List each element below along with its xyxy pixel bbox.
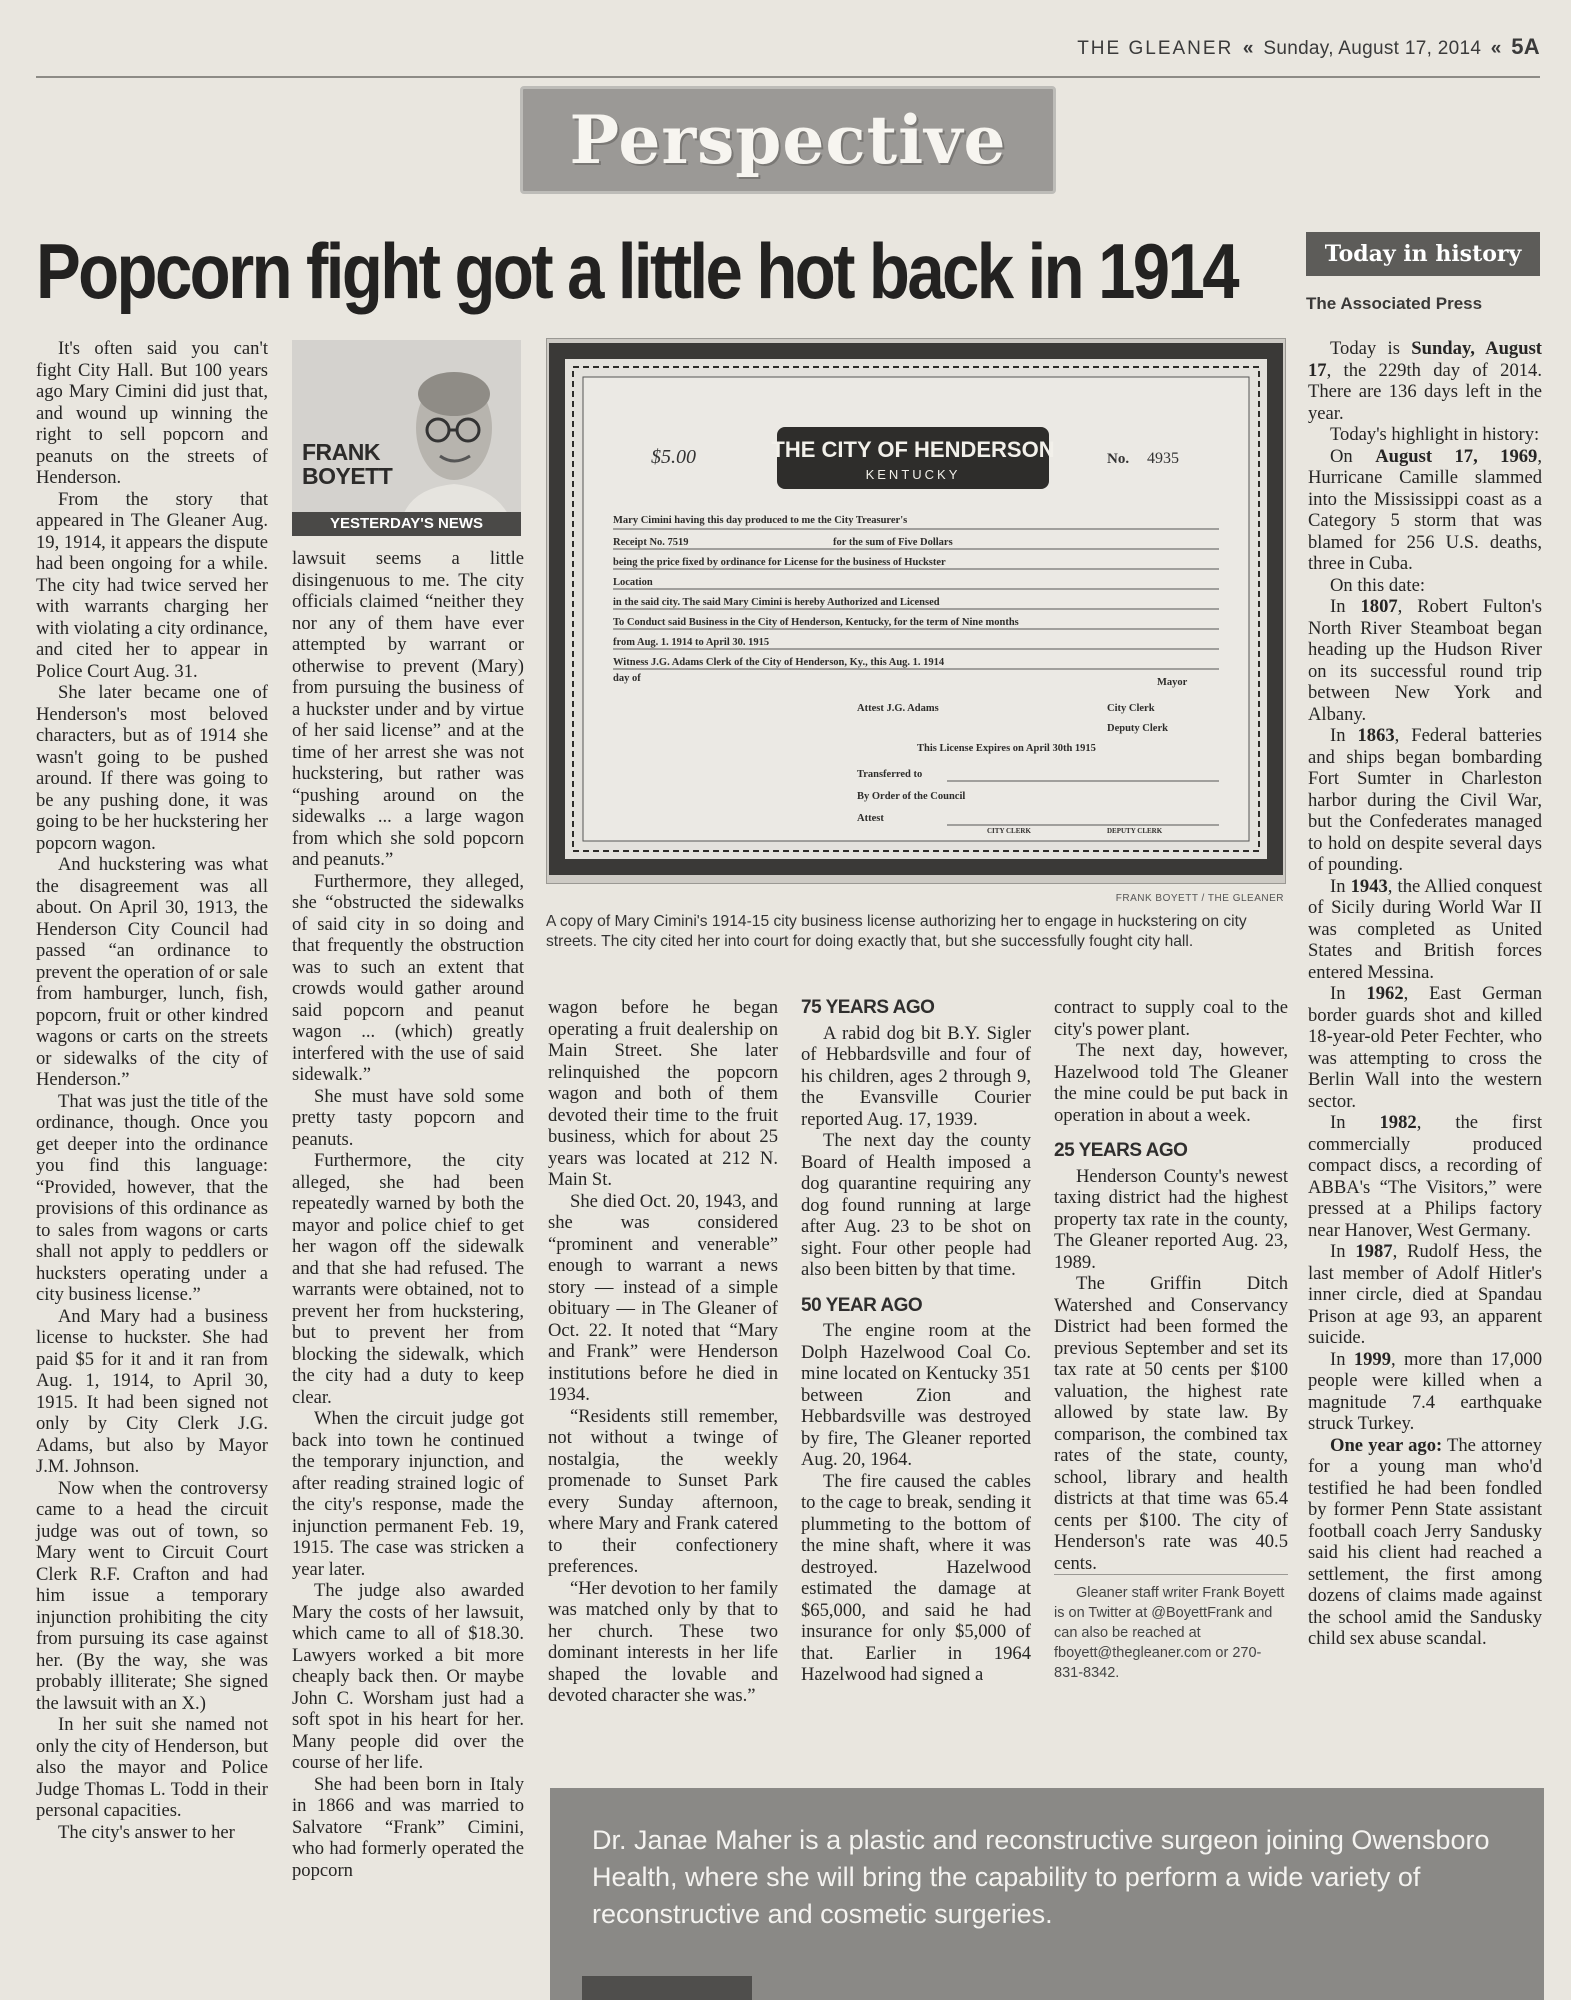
article-column-4 [801,997,1031,1686]
paragraph: The engine room at the Dolph Hazelwood Coal Co. mine located on Kentucky 351 between Zion and Hebbardsville was destroyed by fire, The Gleaner reported Aug. 20, 1964. [801,1320,1031,1470]
publication-name: THE GLEANER [1077,38,1234,59]
ad-tab [582,1976,752,2000]
paragraph: The judge also awarded Mary the costs of her lawsuit, which came to all of $18.30. Lawyers worked a bit more cheaply back then. Or maybe John C. Worsham just had a soft spot in his heart for her. Many people did over the course of her life. [292,1580,524,1773]
license-line: To Conduct said Business in the City of Henderson, Kentucky, for the term of Nine months [613,617,1019,628]
paragraph: In her suit she named not only the city of Henderson, but also the mayor and Police Judge Thomas L. Todd in their personal capacities. [36,1714,268,1821]
headline: Popcorn fight got a little hot back in 1914 [36,227,1237,315]
photo-caption: A copy of Mary Cimini's 1914-15 city business license authorizing her to engage in huckstering on city streets. The city cited her into court for doing exactly that, but she successfully fought city hall. [546,913,1247,950]
history-item: On this date: [1330,574,1426,596]
license-number-label: No. [1107,451,1130,467]
paragraph: The city's answer to her [58,1821,235,1843]
paragraph: She later became one of Henderson's most beloved characters, but as of 1914 she wasn't going to be pushed around. If there was going to be any pushing done, it was going to be her huckstering her popcorn wagon. [36,682,268,854]
license-line: Attest J.G. Adams [857,703,939,714]
page-header [36,34,1540,60]
license-state: KENTUCKY [865,467,961,482]
license-line: in the said city. The said Mary Cimini is hereby Authorized and Licensed [613,597,940,608]
paragraph: Furthermore, they alleged, she “obstructed the sidewalks of said city in so doing and that frequently the obstruction was to such an extent that crowds would gather around said popcorn and peanut wagon ... (which) greatly interfered with the use of said sidewalk.” [292,870,524,1085]
license-line: By Order of the Council [857,791,966,802]
history-item: In 1807, Robert Fulton's North River Steamboat began heading up the Hudson River on its successful round trip between New York and Albany. [1308,596,1543,725]
today-in-history-source: The Associated Press [1306,294,1483,313]
history-item: Today's highlight in history: [1330,424,1540,445]
license-line: day of [613,673,641,684]
license-line: Attest [857,813,884,824]
paragraph: contract to supply coal to the city's power plant. [1054,997,1288,1040]
license-line: City Clerk [1107,703,1155,714]
license-line: Transferred to [857,769,923,780]
subhead-75-years: 75 YEARS AGO [801,997,935,1018]
ad-text: Dr. Janae Maher is a plastic and reconstructive surgeon joining Owensboro Health, where she will bring the capability to perform a wide variety of reconstructive and cosmetic surgeries. [592,1825,1490,1929]
paragraph: When the circuit judge got back into town he continued the temporary injunction, and after reading strained logic of the city's response, made the injunction permanent Feb. 19, 1915. The case was stricken a year later. [292,1408,524,1580]
license-line: Location [613,577,653,588]
issue-date: Sunday, August 17, 2014 [1263,38,1482,59]
article-column-2 [292,548,524,1881]
paragraph: A rabid dog bit B.Y. Sigler of Hebbardsville and four of his children, ages 2 through 9, the Evansville Courier reported Aug. 17, 1939. [801,1022,1031,1130]
advertisement[interactable] [550,1788,1544,2000]
business-license-image [547,339,1285,883]
section-flag [520,86,1056,194]
license-line: from Aug. 1. 1914 to April 30. 1915 [613,637,770,648]
license-city: THE CITY OF HENDERSON [771,437,1055,462]
column-name: YESTERDAY'S NEWS [292,512,521,536]
paragraph: wagon before he began operating a fruit dealership on Main Street. She later relinquished the popcorn wagon and both of them devoted their time to the fruit business, which for about 25 years was located at 212 N. Main St. [548,997,778,1190]
history-item: In 1943, the Allied conquest of Sicily during World War II was completed as United States and British forces entered Messina. [1308,875,1542,983]
history-item: Today is Sunday, August 17, the 229th day of 2014. There are 136 days left in the year. [1308,338,1542,424]
license-line: being the price fixed by ordinance for License for the business of Huckster [613,557,946,568]
paragraph: The next day, however, Hazelwood told The Gleaner the mine could be put back in operation in about a week. [1054,1040,1288,1126]
section-title: Perspective [569,101,1007,179]
paragraph: “Residents still remember, not without a twinge of nostalgia, the weekly promenade to Sunset Park every Sunday afternoon, where Mary and Frank catered to their confectionery preferences. [548,1405,778,1577]
header-separator-2: « [1490,38,1502,59]
page-number: 5A [1511,34,1540,59]
article-column-5 [1054,997,1288,1683]
license-number: 4935 [1147,450,1179,467]
license-line: Mary Cimini having this day produced to me the City Treasurer's [613,515,908,526]
today-in-history-column [1308,338,1542,1650]
history-item: In 1999, more than 17,000 people were killed when a magnitude 7.4 earthquake struck Turkey. [1308,1348,1542,1434]
photo-credit: FRANK BOYETT / THE GLEANER [1115,893,1284,904]
history-item: In 1962, East German border guards shot and killed 18-year-old Peter Fechter, who was attempting to cross the Berlin Wall into the western sector. [1308,983,1543,1112]
columnist-name: FRANK BOYETT [302,439,393,489]
subhead-25-years: 25 YEARS AGO [1054,1140,1188,1161]
paragraph: The next day the county Board of Health imposed a dog quarantine requiring any dog found running at large after Aug. 23 to be shot on sight. Four other people had also been bitten by that time. [801,1130,1031,1280]
license-line: DEPUTY CLERK [1107,827,1163,835]
paragraph: lawsuit seems a little disingenuous to me. The city officials claimed “neither they nor any of them have ever attempted by warrant or otherwise to prevent (Mary) from pursuing the business of a huckster under and by virtue of her said license” and at the time of her arrest she was not huckstering, but rather was “pushing around on the sidewalks ... a large wagon from which she sold popcorn and peanuts.” [292,548,524,870]
today-in-history-title: Today in history [1306,232,1540,276]
history-item: In 1987, Rudolf Hess, the last member of Adolf Hitler's inner circle, died at Spandau Prison at age 93, an apparent suicide. [1308,1241,1543,1348]
header-separator: « [1242,38,1254,59]
license-line: Witness J.G. Adams Clerk of the City of Henderson, Ky., this Aug. 1. 1914 [613,657,945,668]
paragraph: The fire caused the cables to the cage to break, sending it plummeting to the bottom of the mine shaft, where it was destroyed. Hazelwood estimated the damage at $65,000, and said he had insurance for only $5,000 of that. Earlier in 1964 Hazelwood had signed a [801,1470,1031,1685]
paragraph: Henderson County's newest taxing district had the highest property tax rate in the county, The Gleaner reported Aug. 23, 1989. [1054,1165,1288,1273]
article-column-3 [548,997,778,1707]
header-rule [36,76,1540,78]
paragraph: From the story that appeared in The Gleaner Aug. 19, 1914, it appears the dispute had been ongoing for a while. The city had twice served her with warrants charging her with violating a city ordinance, and cited her to appear in Police Court Aug. 31. [36,488,268,682]
paragraph: That was just the title of the ordinance, though. Once you get deeper into the ordinance you find this language: “Provided, however, that the provisions of this ordinance as to sales from wagons or carts shall not apply to peddlers or hucksters operating under a city business license.” [36,1090,268,1305]
history-item: On August 17, 1969, Hurricane Camille slammed into the Mississippi coast as a Category 5 storm that was blamed for 256 U.S. deaths, three in Cuba. [1308,445,1543,574]
columnist-photo [392,348,517,518]
paragraph: She had been born in Italy in 1866 and was married to Salvatore “Frank” Cimini, who had formerly operated the popcorn [292,1773,524,1881]
license-line: for the sum of Five Dollars [833,537,953,548]
columnist-mug [292,340,521,536]
license-line: Deputy Clerk [1107,723,1168,734]
article-column-1 [36,338,268,1843]
history-item: In 1982, the first commercially produced compact discs, a recording of ABBA's “The Visitors,” were pressed at a Philips factory near Hanover, West Germany. [1308,1112,1542,1241]
license-photo [546,338,1286,884]
paragraph: And Mary had a business license to huckster. She had paid $5 for it and it ran from Aug. 1, 1914, to April 30, 1915. It had been signed not only by City Clerk J.G. Adams, but also by Mayor J.M. Johnson. [36,1305,268,1477]
license-line: This License Expires on April 30th 1915 [917,743,1096,754]
paragraph: “Her devotion to her family was matched only by that to her church. These two dominant interests in her life shaped the lovable and devoted character she was.” [548,1577,778,1706]
paragraph: The Griffin Ditch Watershed and Conservancy District had been formed the previous September and set its tax rate at 50 cents per $100 valuation, the highest rate allowed by state law. By comparison, the combined tax rates of the state, county, school, library and health districts at that time was 65.4 cents per $100. The city of Henderson's rate was 40.5 cents. [1054,1273,1288,1574]
license-line: CITY CLERK [987,827,1031,835]
history-item: In 1863, Federal batteries and ships began bombarding Fort Sumter in Charleston harbor during the Civil War, but the Confederates managed to hold on despite several days of pounding. [1308,725,1542,875]
paragraph: Furthermore, the city alleged, she had been repeatedly warned by both the mayor and police chief to get her wagon off the sidewalk and that she had refused. The warrants were obtained, not to prevent her from huckstering, but to prevent her from blocking the sidewalk, which the city had a duty to keep clear. [292,1150,524,1408]
history-item: One year ago: The attorney for a young man who'd testified he had been fondled by former Penn State assistant football coach Jerry Sandusky said his client had reached a settlement, the first among dozens of claims made against the school amid the Sandusky child sex abuse scandal. [1308,1434,1542,1649]
paragraph: She must have sold some pretty tasty popcorn and peanuts. [292,1085,524,1150]
subhead-50-years: 50 YEAR AGO [801,1294,923,1316]
license-amount: $5.00 [651,446,696,468]
paragraph: She died Oct. 20, 1943, and she was considered “prominent and venerable” enough to warrant a news story — instead of a simple obituary — in The Gleaner of Oct. 22. It noted that “Mary and Frank” were Henderson institutions before he died in 1934. [548,1190,778,1405]
author-bio: Gleaner staff writer Frank Boyett is on Twitter at @BoyettFrank and can also be reached at fboyett@thegleaner.com or 270-831-8342. [1054,1574,1288,1683]
license-line: Mayor [1157,677,1188,688]
license-line: Receipt No. 7519 [613,537,689,548]
paragraph: And huckstering was what the disagreement was all about. On April 30, 1913, the Henderson City Council had passed “an ordinance to prevent the operation of or sale from hamburger, lunch, fish, popcorn, fruit or other kindred wagons or carts on the streets or sidewalks of the city of Henderson.” [36,854,268,1090]
paragraph: Now when the controversy came to a head the circuit judge was out of town, so Mary went to Circuit Court Clerk R.F. Crafton and had him issue a temporary injunction prohibiting the city from pursuing its case against her. (By the way, she was probably illiterate; She signed the lawsuit with an X.) [36,1477,268,1714]
paragraph: It's often said you can't fight City Hall. But 100 years ago Mary Cimini did just that, and wound up winning the right to sell popcorn and peanuts on the streets of Henderson. [36,338,268,488]
